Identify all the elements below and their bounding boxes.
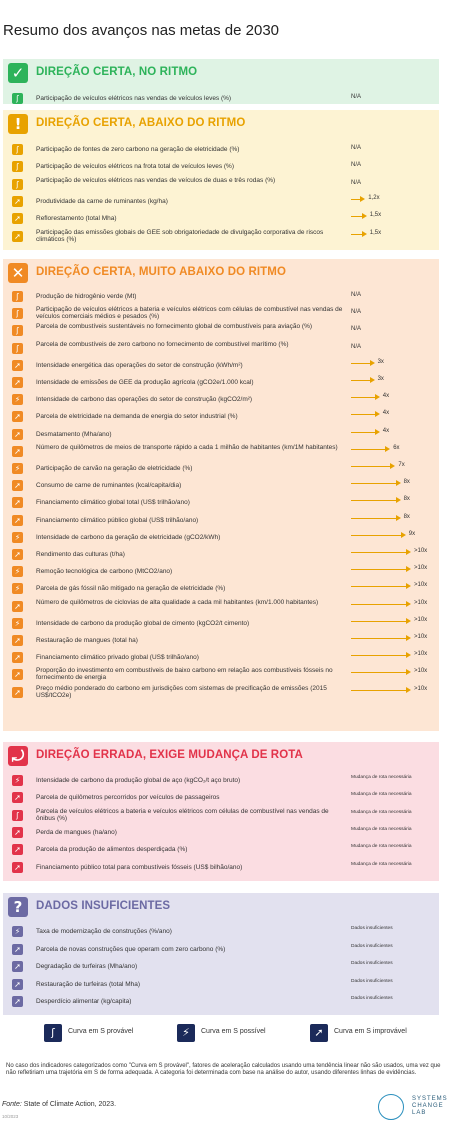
legend-label: Curva em S improvável — [334, 1028, 407, 1035]
indicator-value: Mudança de rota necessária — [351, 775, 412, 780]
s-curve-possible-icon: ⚡ — [12, 532, 23, 543]
acceleration-arrow — [351, 601, 411, 607]
indicator-value: N/A — [351, 145, 362, 151]
acceleration-arrow — [351, 549, 411, 555]
s-curve-possible-icon: ⚡ — [12, 394, 23, 405]
s-curve-unlikely-icon: ➚ — [12, 827, 23, 838]
acceleration-arrow — [351, 463, 395, 469]
s-curve-unlikely-icon: ➚ — [12, 231, 23, 242]
indicator-label: Parcela de eletricidade na demanda de energia do setor industrial (%) — [36, 413, 238, 421]
acceleration-arrow — [351, 687, 411, 693]
indicator-label: Número de quilômetros de meios de transporte rápido a cada 1 milhão de habitantes (km/1M habitantes) — [36, 443, 338, 451]
indicator-label: Desmatamento (Mha/ano) — [36, 430, 112, 438]
indicator-value: N/A — [351, 94, 362, 100]
acceleration-arrow — [351, 231, 367, 237]
indicator-row — [3, 462, 439, 479]
s-curve-unlikely-icon: ➚ — [12, 635, 23, 646]
indicator-row — [3, 160, 439, 177]
indicator-value: 7x — [398, 462, 405, 468]
logo-text: SYSTEMS CHANGE LAB — [412, 1096, 448, 1116]
indicator-label: Parcela de combustíveis de zero carbono no fornecimento de combustível marítimo (%) — [36, 340, 289, 348]
indicator-value: N/A — [351, 343, 362, 350]
s-curve-possible-icon: ⚡ — [12, 775, 23, 786]
category-header — [3, 259, 439, 287]
indicator-row — [3, 861, 439, 878]
indicator-row — [3, 445, 439, 462]
indicator-label: Participação de fontes de zero carbono na geração de eletricidade (%) — [36, 146, 240, 153]
s-curve-possible-icon: ⚡ — [12, 463, 23, 474]
indicator-row — [3, 809, 439, 826]
indicator-value: >10x — [414, 599, 428, 606]
indicator-value: >10x — [414, 685, 428, 692]
category-panel — [3, 110, 439, 250]
indicator-value: 6x — [393, 444, 400, 451]
s-curve-unlikely-icon: ➚ — [12, 601, 23, 612]
indicator-label: Reflorestamento (total Mha) — [36, 215, 117, 223]
indicator-row — [3, 995, 439, 1013]
s-curve-possible-icon: ⚡ — [177, 1024, 195, 1042]
indicator-row — [3, 843, 439, 860]
indicator-row — [3, 393, 439, 410]
s-curve-likely-icon: ʃ — [12, 93, 23, 104]
acceleration-arrow — [351, 360, 375, 366]
indicator-label: Participação de veículos elétricos nas vendas de veículos leves (%) — [36, 95, 232, 102]
indicator-row — [3, 143, 439, 160]
s-curve-unlikely-icon: ➚ — [12, 944, 23, 955]
s-curve-possible-icon: ⚡ — [12, 618, 23, 629]
indicator-label: Parcela de quilômetros percorridos por veículos de passageiros — [36, 794, 220, 802]
indicator-row — [3, 178, 439, 195]
indicator-label: Intensidade de emissões de GEE da produção agrícola (gCO2e/1.000 kcal) — [36, 379, 254, 386]
indicator-value: Dados insuficientes — [351, 996, 393, 1002]
systems-change-lab-logo — [378, 1094, 456, 1124]
acceleration-arrow — [351, 196, 365, 202]
indicator-value: 8x — [403, 496, 410, 503]
indicator-row — [3, 514, 439, 531]
category-panel — [3, 59, 439, 104]
indicator-value: Mudança de rota necessária — [351, 861, 412, 867]
indicator-row — [3, 617, 439, 634]
indicator-label: Financiamento climático privado global (US$ trilhão/ano) — [36, 654, 199, 662]
indicator-value: 3x — [377, 358, 384, 365]
indicator-value: 8x — [403, 513, 410, 520]
exclamation-icon: ! — [8, 114, 28, 134]
indicator-value: N/A — [351, 309, 362, 316]
source — [2, 1101, 116, 1108]
indicator-label: Participação das emissões globais de GEE sob obrigatoriedade de divulgação corporativa de riscos climáticos (%) — [36, 228, 324, 243]
indicator-row — [3, 565, 439, 582]
legend-label: Curva em S possível — [201, 1028, 266, 1035]
indicator-row — [3, 925, 439, 943]
acceleration-arrow — [351, 497, 401, 503]
indicator-value: >10x — [414, 634, 428, 640]
indicator-row — [3, 342, 439, 359]
footnote: No caso dos indicadores categorizados como "Curva em S provável", fatores de aceleração calculados usando uma tendência linear não são usados, uma vez que não refletiriam uma trajetória em S de forma adequada. A categoria foi determinada com base na análise do autor, usando diferentes linhas de evidências. — [6, 1063, 441, 1076]
source-prefix: Fonte: — [2, 1101, 22, 1108]
indicator-value: Dados insuficientes — [351, 926, 393, 931]
indicator-row — [3, 324, 439, 341]
indicator-label: Parcela de novas construções que operam com zero carbono (%) — [36, 945, 226, 953]
indicator-value: 4x — [382, 410, 390, 417]
acceleration-arrow — [351, 480, 401, 486]
category-header — [3, 742, 439, 770]
indicator-label: Consumo de carne de ruminantes (kcal/capita/dia) — [36, 482, 182, 490]
s-curve-unlikely-icon: ➚ — [12, 213, 23, 224]
indicator-label: Intensidade de carbono das operações do setor de construção (kgCO2/m²) — [36, 396, 253, 404]
indicator-value: Mudança de rota necessária — [351, 844, 412, 850]
s-curve-unlikely-icon: ➚ — [12, 515, 23, 526]
indicator-row — [3, 212, 439, 229]
acceleration-arrow — [351, 446, 390, 452]
indicator-label: Restauração de mangues (total ha) — [36, 637, 138, 644]
s-curve-unlikely-icon: ➚ — [12, 497, 23, 508]
indicator-label: Produtividade da carne de ruminantes (kg/ha) — [36, 197, 168, 205]
page-title: Resumo dos avanços nas metas de 2030 — [3, 22, 279, 39]
indicator-row — [3, 582, 439, 599]
indicator-value: >10x — [414, 616, 428, 623]
indicator-label: Rendimento das culturas (t/ha) — [36, 551, 125, 558]
indicator-row — [3, 686, 439, 703]
acceleration-arrow — [351, 635, 411, 641]
category-header — [3, 893, 439, 921]
acceleration-arrow — [351, 377, 375, 383]
acceleration-arrow — [351, 213, 367, 219]
acceleration-arrow — [351, 652, 411, 658]
indicator-label: Financiamento climático público global (US$ trilhão/ano) — [36, 516, 199, 524]
s-curve-unlikely-icon: ➚ — [12, 480, 23, 491]
s-curve-possible-icon: ⚡ — [12, 566, 23, 577]
indicator-label: Parcela da produção de alimentos desperdiçada (%) — [36, 846, 188, 854]
s-curve-unlikely-icon: ➚ — [12, 669, 23, 680]
indicator-value: Mudança de rota necessária — [351, 792, 412, 798]
indicator-row — [3, 479, 439, 496]
s-curve-unlikely-icon: ➚ — [12, 996, 23, 1007]
category-panel — [3, 259, 439, 731]
acceleration-arrow — [351, 566, 411, 572]
indicator-label: Parcela de gás fóssil não mitigado na geração de eletricidade (%) — [36, 585, 226, 593]
indicator-row — [3, 195, 439, 212]
indicator-value: Dados insuficientes — [351, 943, 393, 949]
indicator-row — [3, 230, 439, 247]
s-curve-likely-icon: ʃ — [12, 161, 23, 172]
indicator-label: Intensidade de carbono da produção global de cimento (kgCO2/t cimento) — [36, 619, 250, 627]
acceleration-arrow — [351, 429, 380, 435]
category-panel — [3, 742, 439, 881]
indicator-label: Participação de carvão na geração de eletricidade (%) — [36, 465, 193, 472]
s-curve-likely-icon: ʃ — [12, 291, 23, 302]
category-header — [3, 110, 439, 138]
indicator-row — [3, 307, 439, 324]
acceleration-arrow — [351, 669, 411, 675]
s-curve-unlikely-icon: ➚ — [12, 411, 23, 422]
indicator-label: Intensidade de carbono da geração de eletricidade (gCO2/kWh) — [36, 533, 221, 541]
indicator-label: Intensidade de carbono da produção global de aço (kgCO₂/t aço bruto) — [36, 777, 241, 784]
indicator-label: Participação de veículos elétricos nas vendas de veículos de duas e três rodas (%) — [36, 176, 276, 184]
indicator-value: Mudança de rota necessária — [351, 826, 412, 832]
category-title: DIREÇÃO ERRADA, EXIGE MUDANÇA DE ROTA — [36, 749, 303, 761]
category-title: DIREÇÃO CERTA, MUITO ABAIXO DO RITMO — [36, 266, 286, 278]
indicator-label: Financiamento climático global total (US$ trilhão/ano) — [36, 499, 190, 507]
indicator-row — [3, 410, 439, 427]
indicator-label: Produção de hidrogênio verde (Mt) — [36, 293, 137, 300]
indicator-label: Desperdício alimentar (kg/capita) — [36, 998, 132, 1006]
category-panel — [3, 893, 439, 1015]
s-curve-unlikely-icon: ➚ — [12, 792, 23, 803]
s-curve-unlikely-icon: ➚ — [12, 687, 23, 698]
question-icon: ? — [8, 897, 28, 917]
indicator-value: Dados insuficientes — [351, 961, 393, 967]
indicator-row — [3, 634, 439, 651]
indicator-row — [3, 496, 439, 513]
check-icon: ✓ — [8, 63, 28, 83]
indicator-value: N/A — [351, 326, 362, 333]
indicator-label: Intensidade energética das operações do setor de construção (kWh/m²) — [36, 361, 243, 369]
indicator-value: 1,5x — [369, 229, 382, 236]
indicator-label: Parcela de combustíveis sustentáveis no fornecimento global de combustíveis para aviação (%) — [36, 323, 313, 331]
indicator-value: 1,2x — [368, 194, 380, 201]
s-curve-likely-icon: ʃ — [44, 1024, 62, 1042]
s-curve-unlikely-icon: ➚ — [12, 429, 23, 440]
indicator-row — [3, 428, 439, 445]
s-curve-unlikely-icon: ➚ — [12, 844, 23, 855]
indicator-value: >10x — [414, 668, 428, 675]
s-curve-possible-icon: ⚡ — [12, 926, 23, 937]
indicator-label: Financiamento público total para combustíveis fósseis (US$ bilhão/ano) — [36, 863, 243, 871]
s-curve-unlikely-icon: ➚ — [12, 196, 23, 207]
indicator-row — [3, 943, 439, 961]
category-title: DIREÇÃO CERTA, ABAIXO DO RITMO — [36, 117, 246, 129]
indicator-label: Número de quilômetros de ciclovias de alta qualidade a cada mil habitantes (km/1.000 habitantes) — [36, 598, 319, 606]
s-curve-unlikely-icon: ➚ — [12, 961, 23, 972]
indicator-label: Participação de veículos elétricos a bateria e veículos elétricos com células de combustível nas vendas de veículos comerciais médios e pesados (%) — [36, 306, 343, 321]
s-curve-likely-icon: ʃ — [12, 144, 23, 155]
category-title: DIREÇÃO CERTA, NO RITMO — [36, 66, 198, 78]
indicator-label: Parcela de veículos elétricos a bateria e veículos elétricos com células de combustível nas vendas de ônibus (%) — [36, 807, 329, 822]
indicator-row — [3, 92, 439, 110]
indicator-label: Restauração de turfeiras (total Mha) — [36, 980, 141, 988]
s-curve-likely-icon: ʃ — [12, 810, 23, 821]
indicator-value: >10x — [414, 582, 428, 589]
indicator-value: N/A — [351, 179, 362, 186]
s-curve-unlikely-icon: ➚ — [12, 652, 23, 663]
indicator-value: Mudança de rota necessária — [351, 809, 412, 815]
indicator-row — [3, 359, 439, 376]
indicator-label: Remoção tecnológica de carbono (MtCO2/ano) — [36, 568, 173, 576]
s-curve-unlikely-icon: ➚ — [12, 549, 23, 560]
s-curve-unlikely-icon: ➚ — [12, 360, 23, 371]
indicator-label: Participação de veículos elétricos na frota total de veículos leves (%) — [36, 163, 234, 171]
x-icon: ✕ — [8, 263, 28, 283]
indicator-row — [3, 668, 439, 685]
category-header — [3, 59, 439, 87]
s-curve-unlikely-icon: ➚ — [12, 377, 23, 388]
indicator-row — [3, 376, 439, 393]
indicator-row — [3, 791, 439, 808]
s-curve-likely-icon: ʃ — [12, 308, 23, 319]
indicator-value: >10x — [414, 651, 428, 658]
indicator-value: 3x — [377, 376, 384, 382]
indicator-value: 4x — [382, 427, 390, 434]
acceleration-arrow — [351, 394, 380, 400]
legend-label: Curva em S provável — [68, 1028, 134, 1035]
indicator-row — [3, 531, 439, 548]
indicator-value: >10x — [414, 565, 428, 572]
s-curve-unlikely-icon: ➚ — [12, 979, 23, 990]
s-curve-possible-icon: ⚡ — [12, 583, 23, 594]
indicator-row — [3, 978, 439, 996]
indicator-label: Taxa de modernização de construções (%/ano) — [36, 928, 172, 935]
indicator-label: Degradação de turfeiras (Mha/ano) — [36, 963, 138, 971]
indicator-value: N/A — [351, 162, 362, 169]
indicator-value: N/A — [351, 292, 362, 298]
indicator-row — [3, 960, 439, 978]
indicator-row — [3, 774, 439, 791]
indicator-value: 8x — [403, 479, 410, 486]
indicator-value: Dados insuficientes — [351, 978, 393, 984]
source-text: State of Climate Action, 2023. — [21, 1101, 117, 1108]
indicator-row — [3, 826, 439, 843]
acceleration-arrow — [351, 583, 411, 589]
acceleration-arrow — [351, 411, 380, 417]
indicator-value: 1,5x — [369, 212, 382, 219]
indicator-value: >10x — [414, 548, 428, 554]
u-turn-icon: ⤾ — [8, 746, 28, 766]
s-curve-unlikely-icon: ➚ — [12, 862, 23, 873]
s-curve-likely-icon: ʃ — [12, 325, 23, 336]
indicator-row — [3, 548, 439, 565]
s-curve-likely-icon: ʃ — [12, 343, 23, 354]
indicator-value: 4x — [382, 393, 390, 400]
acceleration-arrow — [351, 532, 406, 538]
indicator-value: 9x — [408, 530, 416, 537]
indicator-label: Proporção do investimento em combustíveis de baixo carbono em relação aos combustíveis fósseis no fornecimento de energia — [36, 667, 333, 682]
indicator-label: Preço médio ponderado do carbono em jurisdições com sistemas de precificação de emissões (2015 US$/tCO2e) — [36, 684, 327, 699]
s-curve-unlikely-icon: ➚ — [12, 446, 23, 457]
acceleration-arrow — [351, 515, 401, 521]
s-curve-likely-icon: ʃ — [12, 179, 23, 190]
s-curve-unlikely-icon: ➚ — [310, 1024, 328, 1042]
acceleration-arrow — [351, 618, 411, 624]
category-title: DADOS INSUFICIENTES — [36, 900, 171, 912]
indicator-row — [3, 600, 439, 617]
doc-code: 10/2023 — [2, 1114, 19, 1119]
indicator-row — [3, 290, 439, 307]
indicator-label: Perda de mangues (ha/ano) — [36, 828, 117, 836]
indicator-row — [3, 651, 439, 668]
logo-mark — [378, 1094, 404, 1120]
